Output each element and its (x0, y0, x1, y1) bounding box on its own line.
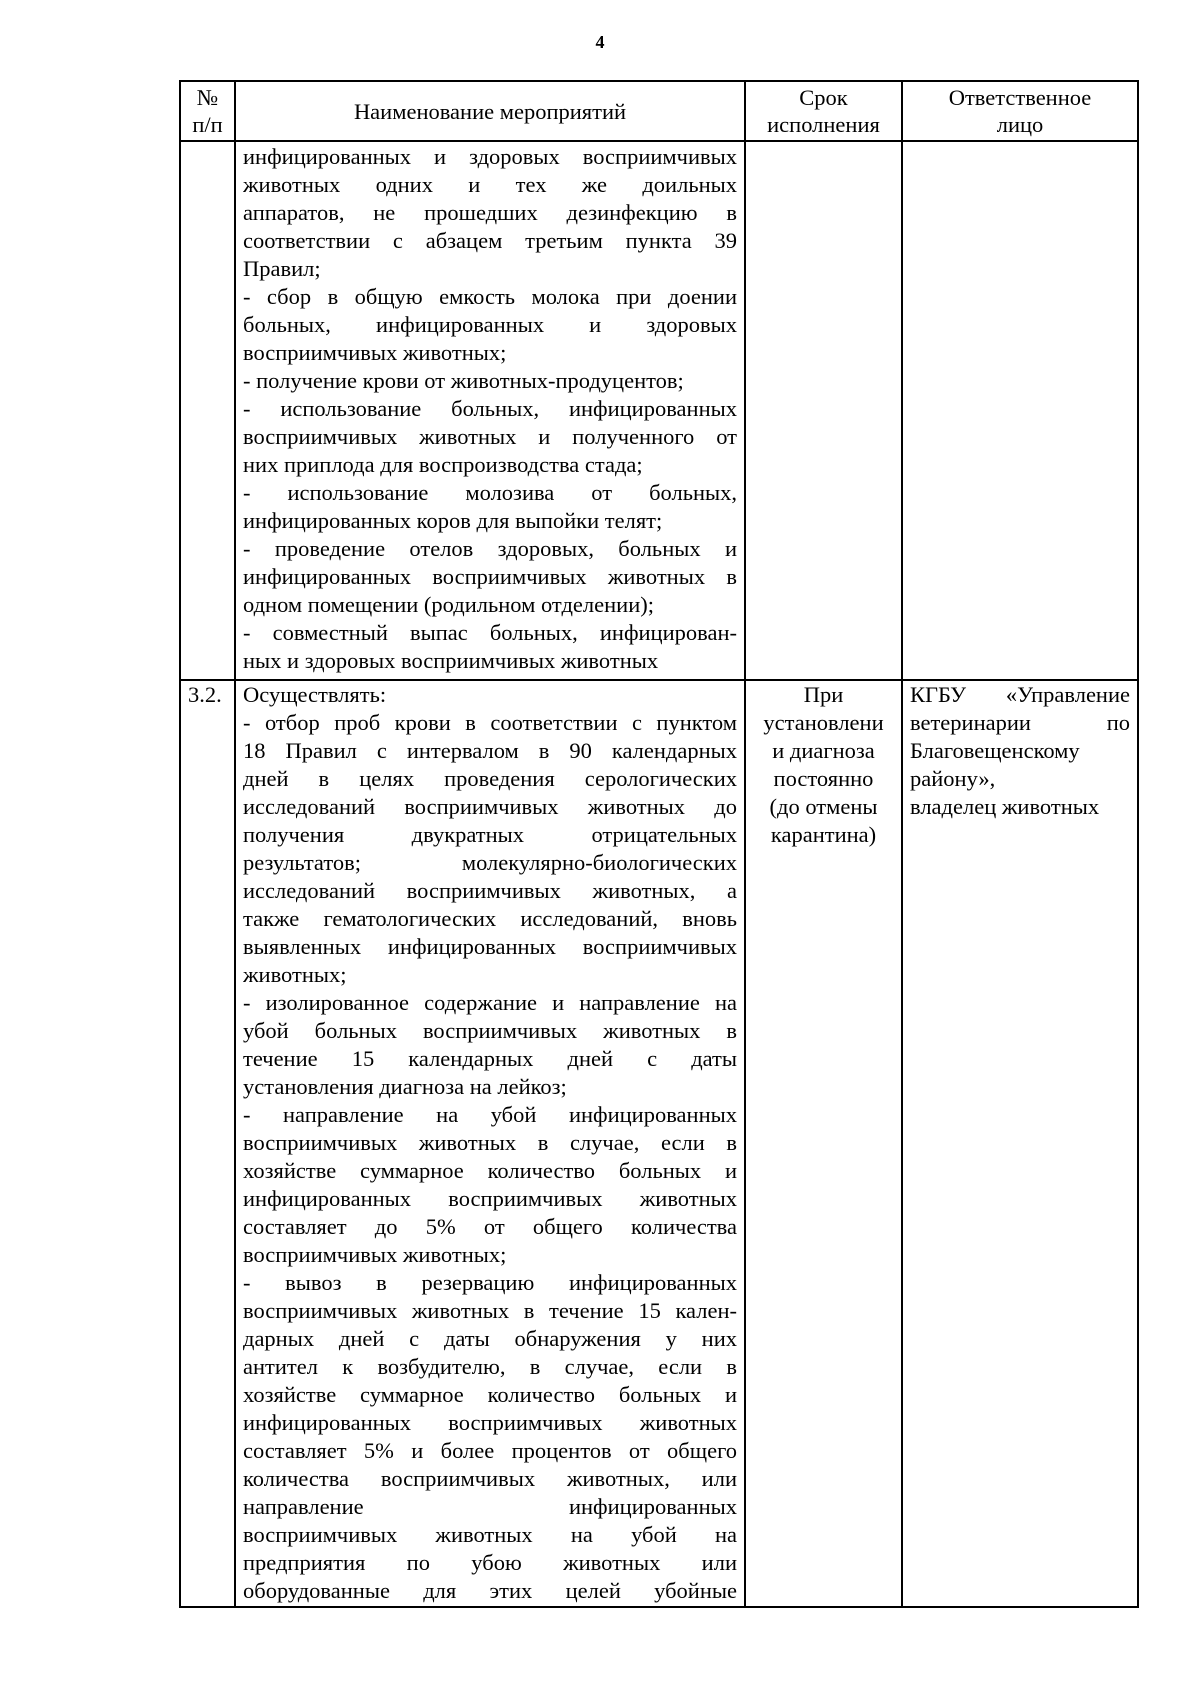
page-number: 4 (595, 32, 605, 52)
text-line: инфицированных и здоровых восприимчивых (243, 144, 737, 169)
header-deadline-line2: исполнения (767, 112, 880, 137)
item-number: 3.2. (180, 680, 235, 1607)
text-line: восприимчивых животных в течение 15 кален- (243, 1298, 737, 1323)
text-line: - проведение отелов здоровых, больных и (243, 536, 737, 561)
continuation-responsible-cell (902, 141, 1138, 680)
text-line: восприимчивых животных; (243, 340, 507, 365)
activities-table (179, 80, 1139, 1608)
text-line: инфицированных коров для выпойки телят; (243, 508, 663, 533)
header-activity-name: Наименование мероприятий (235, 81, 745, 141)
text-line: - сбор в общую емкость молока при доении (243, 284, 737, 309)
continuation-text-cell (235, 141, 745, 680)
text-line: Правил; (243, 256, 321, 281)
text-line: - направление на убой инфицированных (243, 1102, 737, 1127)
text-line: оборудованные для этих целей убойные (243, 1578, 737, 1603)
text-line: - отбор проб крови в соответствии с пунктом (243, 710, 737, 735)
text-line: животных; (243, 962, 347, 987)
responsible-line: району», (910, 766, 996, 791)
text-line: антител к возбудителю, в случае, если в (243, 1354, 737, 1379)
text-line: составляет до 5% от общего количества (243, 1214, 737, 1239)
text-line: - совместный выпас больных, инфицирован- (243, 620, 737, 645)
text-line: составляет 5% и более процентов от общего (243, 1438, 737, 1463)
header-responsible (902, 81, 1138, 141)
text-line: дарных дней с даты обнаружения у них (243, 1326, 737, 1351)
text-line: соответствии с абзацем третьим пункта 39 (243, 228, 737, 253)
text-line: одном помещении (родильном отделении); (243, 592, 654, 617)
item-responsible-cell (902, 680, 1138, 1607)
responsible-line: ветеринарии по (910, 710, 1130, 735)
text-line: - использование больных, инфицированных (243, 396, 737, 421)
text-line: дней в целях проведения серологических (243, 766, 737, 791)
text-line: восприимчивых животных в случае, если в (243, 1130, 737, 1155)
header-number-line1: № (196, 85, 219, 110)
text-line: хозяйстве суммарное количество больных и (243, 1382, 737, 1407)
text-line: - получение крови от животных-продуцентов; (243, 368, 684, 393)
responsible-line: КГБУ «Управление (910, 682, 1130, 707)
header-number (180, 81, 235, 141)
text-line: - вывоз в резервацию инфицированных (243, 1270, 737, 1295)
text-line: восприимчивых животных; (243, 1242, 507, 1267)
header-responsible-line2: лицо (996, 112, 1044, 137)
text-line: - изолированное содержание и направление на (243, 990, 737, 1015)
text-line: предприятия по убою животных или (243, 1550, 737, 1575)
text-line: установления диагноза на лейкоз; (243, 1074, 567, 1099)
text-line: выявленных инфицированных восприимчивых (243, 934, 737, 959)
table-row-continuation (180, 141, 1138, 680)
header-deadline-line1: Срок (799, 85, 848, 110)
text-line: - использование молозива от больных, (243, 480, 737, 505)
deadline-line: (до отмены (769, 794, 878, 819)
item-deadline-cell (745, 680, 902, 1607)
deadline-line: При (803, 682, 844, 707)
text-line: результатов; молекулярно-биологических (243, 850, 737, 875)
continuation-deadline-cell (745, 141, 902, 680)
text-line: животных одних и тех же доильных (243, 172, 737, 197)
text-line: направление инфицированных (243, 1494, 737, 1519)
deadline-line: карантина) (770, 822, 877, 847)
text-line: аппаратов, не прошедших дезинфекцию в (243, 200, 737, 225)
text-line: также гематологических исследований, вновь (243, 906, 737, 931)
text-line: инфицированных восприимчивых животных (243, 1410, 737, 1435)
table-header-row (180, 81, 1138, 141)
header-responsible-line1: Ответственное (948, 85, 1092, 110)
header-deadline (745, 81, 902, 141)
text-line: 18 Правил с интервалом в 90 календарных (243, 738, 737, 763)
text-line: них приплода для воспроизводства стада; (243, 452, 643, 477)
text-line: инфицированных восприимчивых животных в (243, 564, 737, 589)
text-line: количества восприимчивых животных, или (243, 1466, 737, 1491)
deadline-line: постоянно (773, 766, 874, 791)
text-line: убой больных восприимчивых животных в (243, 1018, 737, 1043)
text-line: исследований восприимчивых животных, а (243, 878, 737, 903)
responsible-line: Благовещенскому (910, 738, 1080, 763)
text-line: больных, инфицированных и здоровых (243, 312, 737, 337)
text-line: восприимчивых животных на убой на (243, 1522, 737, 1547)
item-text-cell (235, 680, 745, 1607)
responsible-line: владелец животных (910, 794, 1100, 819)
text-line: восприимчивых животных и полученного от (243, 424, 737, 449)
text-line: инфицированных восприимчивых животных (243, 1186, 737, 1211)
text-line: хозяйстве суммарное количество больных и (243, 1158, 737, 1183)
deadline-line: установлени (763, 710, 884, 735)
text-line: ных и здоровых восприимчивых животных (243, 648, 659, 673)
text-line: Осуществлять: (243, 682, 387, 707)
header-number-line2: п/п (192, 112, 223, 137)
text-line: течение 15 календарных дней с даты (243, 1046, 737, 1071)
text-line: исследований восприимчивых животных до (243, 794, 737, 819)
text-line: получения двукратных отрицательных (243, 822, 737, 847)
continuation-number-cell (180, 141, 235, 680)
deadline-line: и диагноза (772, 738, 875, 763)
table-row-3-2 (180, 680, 1138, 1607)
